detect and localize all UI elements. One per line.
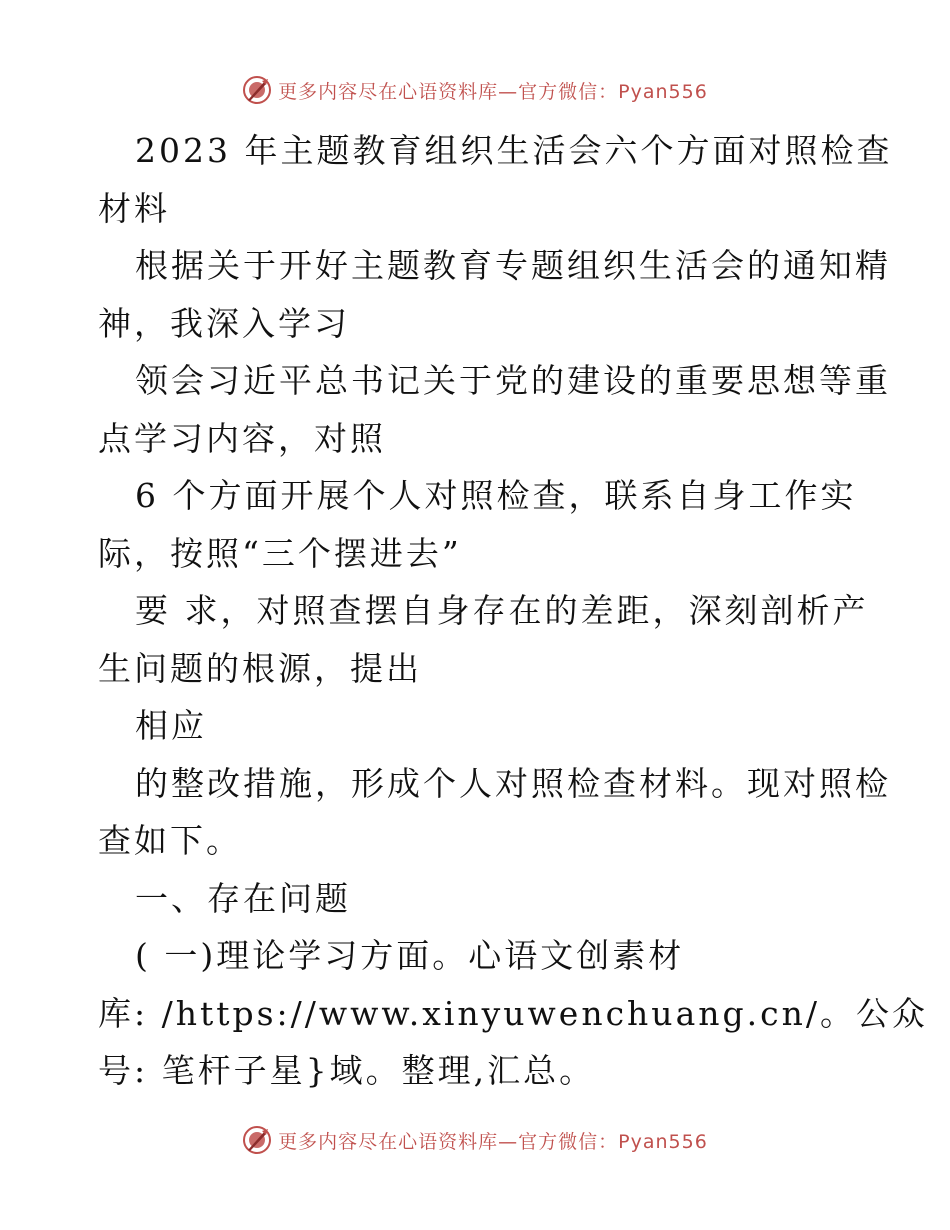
text-line: 材料 [98,188,170,228]
document-body [98,122,928,1100]
footer-watermark-banner [0,1120,950,1160]
text-line: 号: 笔杆子星}域。整理,汇总。 [98,1051,596,1090]
text-line: 神，我深入学习 [98,303,350,343]
watermark-text [278,1127,708,1154]
text-line: 库: /https://www.xinyuwenchuang.cn/。公众 [98,993,928,1033]
text-line: 领会习近平总书记关于党的建设的重要思想等重 [135,361,891,400]
text-line: 生问题的根源，提出 [98,648,422,688]
watermark-wechat: 官方微信：Pyan556 [518,1130,708,1153]
quill-seal-icon [242,1125,272,1155]
text-line: 查如下。 [98,821,242,860]
text-line: 根据关于开好主题教育专题组织生活会的通知精 [135,246,891,285]
text-line: 要 求，对照查摆自身存在的差距，深刻剖析产 [135,591,869,630]
section-heading: 一、存在问题 [135,878,351,918]
text-line: 2023 年主题教育组织生活会六个方面对照检查 [135,131,893,170]
watermark-separator: — [498,80,519,103]
text-line: ( 一)理论学习方面。心语文创素材 [135,936,685,975]
watermark-wechat: 官方微信：Pyan556 [518,80,708,103]
watermark-separator: — [498,1130,519,1153]
text-line: 相应 [135,706,207,745]
text-line: 际，按照“三个摆进去” [98,533,462,573]
text-line: 6 个方面开展个人对照检查，联系自身工作实 [135,476,857,515]
text-line: 的整改措施，形成个人对照检查材料。现对照检 [135,763,891,803]
watermark-main-text: 更多内容尽在心语资料库 [278,1130,499,1153]
watermark-main-text: 更多内容尽在心语资料库 [278,80,499,103]
quill-seal-icon [242,75,272,105]
watermark-text [278,77,708,104]
header-watermark-banner [0,70,950,110]
text-line: 点学习内容，对照 [98,418,386,458]
